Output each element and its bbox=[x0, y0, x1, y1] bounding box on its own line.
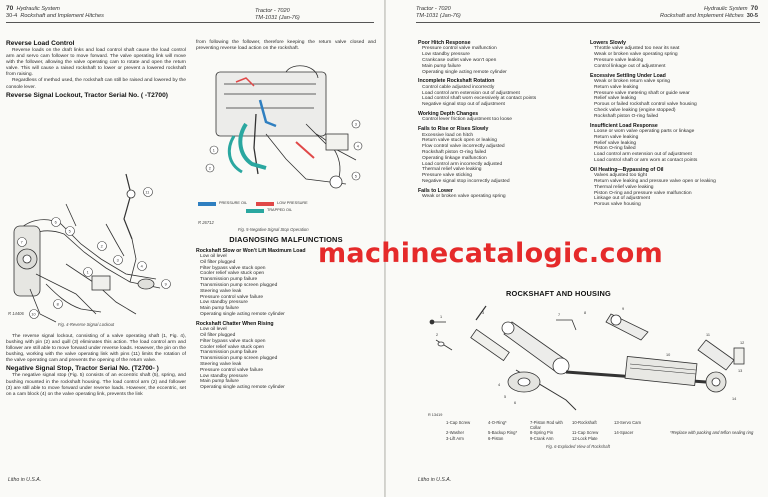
trapped-swatch bbox=[246, 209, 264, 213]
chatter-item: Filter bypass valve stuck open bbox=[200, 338, 266, 344]
troubleshoot-item: Rockshaft piston O-ring failed bbox=[594, 113, 659, 119]
chatter-item: Transmission pump failure bbox=[200, 350, 258, 356]
troubleshoot-item: Negative signal stop out of adjustment bbox=[422, 102, 505, 108]
left-tractor: Tractor - 7020 bbox=[255, 8, 290, 14]
slow-lift-item: Oil filter plugged bbox=[200, 259, 236, 265]
slow-lift-item: Cooler relief valve stuck open bbox=[200, 271, 265, 277]
troubleshoot-item: Pressure valve sticking bbox=[422, 173, 473, 179]
rockshaft-note: *Replace with packing and teflon sealing ring bbox=[670, 430, 754, 435]
slow-lift-item: Pressure control valve failure bbox=[200, 294, 264, 300]
troubleshoot-item: Load control arm incorrectly adjusted bbox=[422, 161, 503, 167]
troubleshoot-item: Load control shaft or arm worn at contact points bbox=[594, 157, 698, 163]
rockshaft-callout-8: 8 bbox=[584, 311, 587, 315]
troubleshoot-heading: Poor Hitch Response bbox=[418, 40, 471, 46]
slow-lift-heading: Rockshaft Slow or Won't Lift Maximum Load bbox=[196, 247, 306, 254]
legend-entry: 7-Piston Rod with Collar bbox=[530, 420, 563, 431]
troubleshoot-item: Control linkage out of adjustment bbox=[594, 63, 666, 69]
fig5-legend bbox=[198, 200, 308, 214]
chatter-list bbox=[196, 327, 376, 391]
right-subtitle: Rockshaft and Implement Hitches bbox=[660, 12, 744, 19]
chatter-item: Pressure control valve failure bbox=[200, 367, 264, 373]
reverse-load-p1: Reverse loads on the draft links and load control shaft cause the load control arm and servo cam follower to move forward. The valve operating link will move with the follower, allowing the valve operating cam to rotate and open the return valve. This will cause a raised rockshaft to lower or prevent a lowered rockshaft from raising. bbox=[6, 48, 186, 78]
rockshaft-callout-11: 11 bbox=[706, 333, 710, 337]
left-col1-top bbox=[6, 40, 186, 100]
troubleshoot-item: Return valve leaking bbox=[594, 134, 639, 140]
troubleshoot-item: Relief valve leaking bbox=[594, 140, 637, 146]
troubleshoot-item: Valves adjusted too tight bbox=[594, 173, 647, 179]
troubleshoot-item: Rockshaft piston O-ring failed bbox=[422, 149, 487, 155]
slow-lift-item: Transmission pump failure bbox=[200, 277, 258, 283]
stop-callout-5: 5 bbox=[354, 174, 357, 179]
lockout-callout-7: 7 bbox=[20, 240, 23, 245]
troubleshoot-item: Excessive load on hitch bbox=[422, 132, 474, 138]
low-pressure-swatch bbox=[256, 202, 274, 206]
troubleshoot-item: Load control shaft worn excessively at contact points bbox=[422, 96, 537, 102]
troubleshoot-heading: Fails to Rise or Rises Slowly bbox=[418, 126, 489, 133]
fig5-caption: Fig. 5-Negative Signal Stop Operation bbox=[238, 227, 309, 232]
troubleshoot-item: Return valve leaking and pressure valve open or leaking bbox=[594, 178, 716, 184]
watermark: machinecatalogic.com bbox=[318, 238, 664, 269]
legend-entry: 3-Lift Arm bbox=[446, 435, 464, 441]
troubleshoot-heading: Incomplete Rockshaft Rotation bbox=[418, 78, 495, 85]
troubleshoot-item: Piston O-ring and pressure valve malfunction bbox=[594, 190, 692, 196]
lockout-callout-3: 3 bbox=[116, 258, 119, 263]
chatter-item: Cooler relief valve stuck open bbox=[200, 344, 265, 350]
diagnosing-heading: DIAGNOSING MALFUNCTIONS bbox=[229, 235, 343, 244]
lockout-callout-6: 6 bbox=[54, 220, 57, 225]
left-subtitle: Rockshaft and Implement Hitches bbox=[20, 12, 104, 19]
troubleshoot-item: Flow control valve incorrectly adjusted bbox=[422, 144, 505, 150]
troubleshoot-item: Control cable adjusted incorrectly bbox=[422, 84, 495, 90]
rockshaft-callout-10: 10 bbox=[666, 353, 671, 357]
slow-lift-item: Operating single acting remote cylinder bbox=[200, 311, 285, 317]
troubleshoot-item: Thermal relief valve leaking bbox=[594, 184, 654, 190]
troubleshoot-heading: Excessive Settling Under Load bbox=[590, 72, 666, 79]
troubleshoot-item: Return valve stuck open or leaking bbox=[422, 138, 498, 144]
rockshaft-figure-title-wrap bbox=[506, 290, 706, 299]
troubleshoot-item: Thermal relief valve leaking bbox=[422, 167, 482, 173]
right-footer: Litho in U.S.A. bbox=[418, 477, 452, 483]
stop-callout-2: 2 bbox=[208, 166, 211, 171]
troubleshoot-item: Pressure valve metering shaft or guide wear bbox=[594, 90, 690, 96]
troubleshoot-item: Pressure valve leaking bbox=[594, 58, 644, 63]
slow-lift-item: Main pump failure bbox=[200, 306, 239, 312]
legend-entry: 8-Spring Pin bbox=[530, 430, 554, 436]
troubleshoot-item: Loose or worn valve operating parts or linkage bbox=[594, 128, 695, 134]
negative-signal-p4: The negative signal stop (Fig. 5) consists of an eccentric shaft (5), spring, and bushing mounted in the rockshaft housing. The load control arm (2) and follower (3) are still able to move forward under reverse loads. However, the eccentric, set on a cam block (4) on the valve operating link, prevents the link bbox=[6, 373, 186, 397]
chatter-item: Operating single acting remote cylinder bbox=[200, 385, 285, 391]
troubleshoot-item: Check valve leaking (engine stopped) bbox=[594, 107, 676, 113]
right-tractor: Tractor - 7020 bbox=[416, 6, 451, 12]
rockshaft-legend bbox=[446, 420, 656, 441]
troubleshoot-item: Relief valve leaking bbox=[594, 96, 637, 102]
col2-p1: from following the follower, therefore keeping the return valve closed and preventing reverse load action on the rockshaft. bbox=[196, 40, 376, 52]
right-col2 bbox=[590, 40, 760, 208]
troubleshoot-item: Porous or failed rockshaft control valve housing bbox=[594, 102, 697, 108]
reverse-load-heading: Reverse Load Control bbox=[6, 40, 75, 47]
rockshaft-callout-5: 5 bbox=[504, 395, 507, 399]
rockshaft-callout-4: 4 bbox=[498, 383, 501, 387]
left-section-code: 30-4 bbox=[6, 12, 18, 19]
legend-entry: 13-Servo Cam bbox=[614, 420, 641, 425]
rockshaft-callout-9: 9 bbox=[622, 307, 625, 311]
left-col1-bottom bbox=[6, 334, 186, 398]
troubleshoot-item: Weak or broken valve operating spring bbox=[594, 52, 678, 58]
legend-entry bbox=[614, 436, 656, 441]
legend-row bbox=[446, 436, 656, 441]
chatter-item: Low oil level bbox=[200, 327, 227, 333]
pressure-swatch bbox=[198, 202, 216, 206]
rockshaft-callout-6: 6 bbox=[514, 401, 517, 405]
troubleshoot-heading: Working Depth Changes bbox=[418, 110, 479, 117]
lockout-callout-8: 8 bbox=[56, 302, 59, 307]
left-footer: Litho in U.S.A. bbox=[8, 477, 42, 483]
stop-callout-3: 3 bbox=[354, 122, 357, 127]
right-header-left bbox=[416, 6, 461, 19]
rockshaft-callout-14: 14 bbox=[732, 397, 737, 401]
troubleshoot-heading: Oil Heating—Bypassing of Oil bbox=[590, 166, 664, 173]
left-header-rule bbox=[6, 22, 374, 23]
troubleshoot-item: Pressure control valve malfunction bbox=[422, 46, 497, 52]
low-pressure-label: LOW PRESSURE bbox=[277, 201, 308, 206]
left-section-title: Hydraulic System bbox=[16, 6, 60, 12]
rockshaft-callout-7: 7 bbox=[558, 313, 561, 317]
legend-entry: 11-Cap Screw bbox=[572, 430, 599, 436]
troubleshoot-item: Porous valve housing bbox=[594, 202, 641, 208]
troubleshoot-item: Weak or broken return valve spring bbox=[594, 79, 671, 84]
legend-entry: 14-Spacer bbox=[614, 430, 634, 436]
chatter-item: Low standby pressure bbox=[200, 373, 248, 379]
rockshaft-callout-12: 12 bbox=[740, 341, 745, 345]
rockshaft-fig-caption: Fig. 6-Exploded View of Rockshaft bbox=[546, 444, 610, 449]
troubleshoot-item: Negative signal stop incorrectly adjusted bbox=[422, 178, 510, 184]
lockout-callout-1: 1 bbox=[86, 270, 89, 275]
legend-entry: 6-Piston bbox=[488, 435, 504, 441]
troubleshoot-item: Main pump failure bbox=[422, 63, 461, 69]
slow-lift-item: Low standby pressure bbox=[200, 300, 248, 306]
troubleshoot-item: Weak or broken valve operating spring bbox=[422, 194, 506, 200]
rockshaft-callout-2: 2 bbox=[436, 333, 439, 337]
troubleshoot-heading: Lowers Slowly bbox=[590, 40, 627, 46]
right-section-title: Hydraulic System bbox=[704, 6, 748, 12]
lockout-p3: The reverse signal lockout, consisting of a valve operating shaft (1, Fig. 4), bushing with pin (2) and quill (3) eliminates this action. The load control arm and follower are still able to move forward under reverse loads. However, the pin on the bushing, working with the valve operating link with pins (11) limits the rotation of the valve operating cam and prevents the opening of the return valve. bbox=[6, 334, 186, 364]
right-header-rule bbox=[416, 22, 760, 23]
chatter-item: Steering valve leak bbox=[200, 361, 242, 367]
lockout-callout-9: 9 bbox=[164, 282, 167, 287]
legend-entry: 9-Crank Arm bbox=[530, 435, 554, 441]
lockout-callout-4: 4 bbox=[140, 264, 143, 269]
chatter-item: Transmission pump screen plugged bbox=[200, 356, 278, 362]
legend-row bbox=[446, 420, 656, 430]
lockout-callout-11: 11 bbox=[145, 190, 150, 195]
troubleshoot-item: Linkage out of adjustment bbox=[594, 196, 651, 202]
left-header-left bbox=[6, 6, 104, 19]
reverse-load-p2: Regardless of method used, the rockshaft can still be raised and lowered by the console lever. bbox=[6, 78, 186, 90]
left-header-right bbox=[255, 8, 300, 21]
troubleshoot-item: Load control arm extension out of adjustment bbox=[594, 152, 692, 158]
legend-entry: 12-Lock Plate bbox=[572, 435, 598, 441]
troubleshoot-item: Return valve leaking bbox=[594, 84, 639, 90]
slow-lift-item: Steering valve leak bbox=[200, 288, 242, 294]
rockshaft-callout-3: 3 bbox=[482, 311, 485, 315]
fig5-code: R 26712 bbox=[198, 220, 214, 225]
troubleshoot-item: Operating single acting remote cylinder bbox=[422, 69, 507, 75]
troubleshoot-heading: Insufficient Load Response bbox=[590, 122, 658, 129]
stop-callout-4: 4 bbox=[356, 144, 359, 149]
troubleshoot-item: Throttle valve adjusted too near its seat bbox=[594, 46, 680, 52]
lockout-fig-caption: Fig. 4-Reverse Signal Lockout bbox=[58, 322, 115, 327]
slow-lift-item: Low oil level bbox=[200, 254, 227, 259]
lockout-callout-2: 2 bbox=[100, 244, 103, 249]
troubleshoot-item: Operating linkage malfunction bbox=[422, 155, 487, 161]
pressure-label: PRESSURE OIL bbox=[219, 201, 248, 206]
troubleshoot-item: Low standby pressure bbox=[422, 52, 470, 58]
right-manual: TM-1031 (Jan-76) bbox=[416, 12, 461, 19]
negative-signal-heading: Negative Signal Stop, Tractor Serial No. (T2700- ) bbox=[6, 365, 159, 373]
legend-pressure bbox=[198, 200, 308, 207]
rockshaft-exploded-figure bbox=[416, 300, 756, 420]
left-page-number: 70 bbox=[6, 5, 14, 12]
right-col1 bbox=[418, 40, 578, 200]
right-header-right bbox=[636, 6, 758, 19]
legend-entry: 10-Rockshaft bbox=[572, 420, 597, 425]
legend-entry: 5-Backup Ring* bbox=[488, 430, 518, 436]
reverse-signal-lockout-figure bbox=[6, 164, 186, 334]
right-section-code: 30-5 bbox=[746, 12, 758, 19]
reverse-lockout-heading: Reverse Signal Lockout, Tractor Serial No. ( -T2700) bbox=[6, 91, 168, 99]
lockout-callout-5: 5 bbox=[68, 229, 71, 234]
legend-entry: 1-Cap Screw bbox=[446, 420, 471, 425]
slow-lift-item: Transmission pump screen plugged bbox=[200, 282, 278, 288]
troubleshoot-item: Control lever friction adjustment too loose bbox=[422, 117, 512, 123]
rockshaft-callout-1: 1 bbox=[440, 315, 443, 319]
lockout-callout-10: 10 bbox=[31, 312, 36, 317]
left-manual: TM-1031 (Jan-76) bbox=[255, 14, 300, 21]
chatter-item: Oil filter plugged bbox=[200, 332, 236, 338]
legend-trapped bbox=[246, 207, 308, 214]
rockshaft-callout-13: 13 bbox=[738, 369, 743, 373]
rockshaft-fig-code: R 13419 bbox=[428, 413, 443, 417]
chatter-item: Main pump failure bbox=[200, 379, 239, 385]
legend-entry: 4-O-Ring* bbox=[488, 420, 507, 425]
troubleshoot-item: Load control arm extension out of adjustment bbox=[422, 90, 520, 96]
troubleshoot-item: Piston O-ring failed bbox=[594, 146, 636, 152]
chatter-heading: Rockshaft Chatter When Rising bbox=[196, 320, 274, 327]
troubleshoot-heading: Fails to Lower bbox=[418, 187, 453, 194]
right-page-number: 70 bbox=[750, 5, 758, 12]
left-col2-top bbox=[196, 40, 376, 52]
lockout-fig-code: R 14406 bbox=[8, 311, 24, 316]
legend-entry: 2-Washer bbox=[446, 430, 464, 436]
rockshaft-figure-title: ROCKSHAFT AND HOUSING bbox=[506, 289, 611, 298]
stop-callout-1: 1 bbox=[212, 148, 215, 153]
trapped-label: TRAPPED OIL bbox=[267, 208, 293, 213]
troubleshoot-item: Crankcase outlet valve won't open bbox=[422, 58, 497, 63]
slow-lift-item: Filter bypass valve stuck open bbox=[200, 265, 266, 271]
